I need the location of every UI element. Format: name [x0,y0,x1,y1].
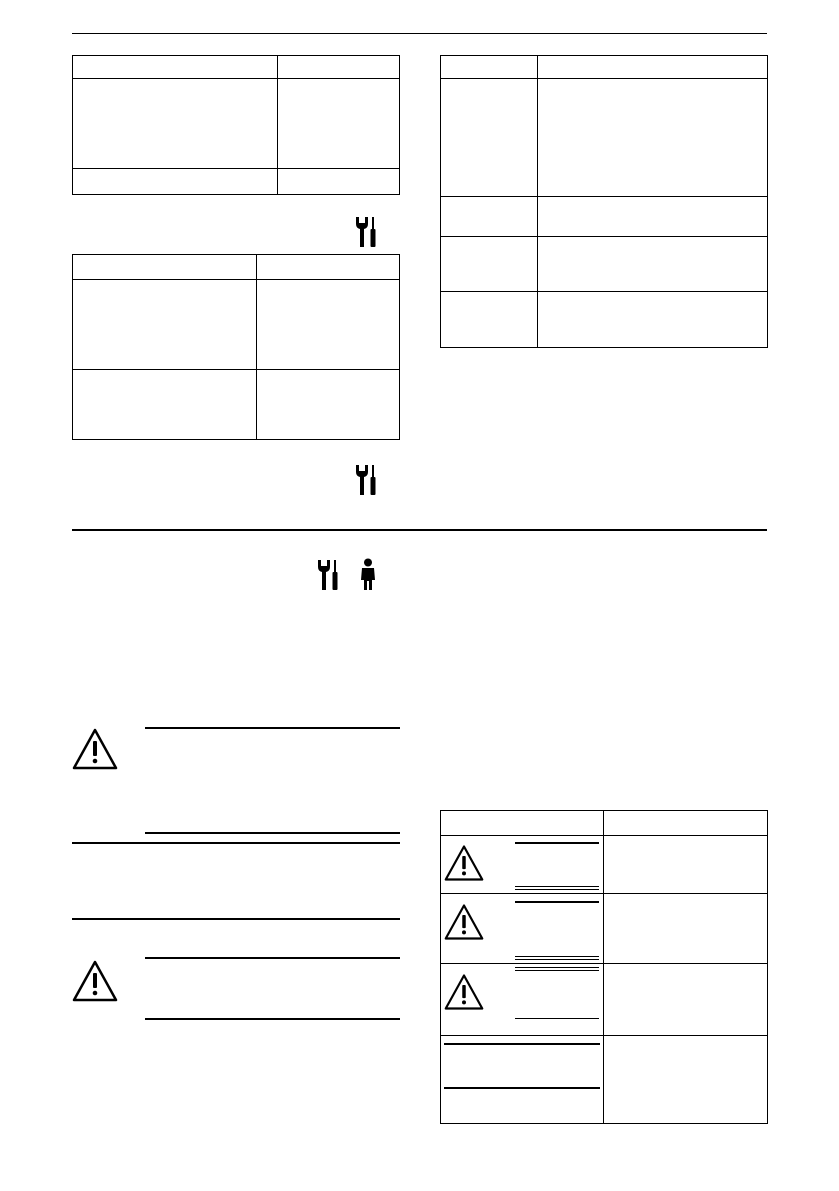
table-right-bottom-col-divider [603,810,604,1124]
symbol-rule [515,967,599,968]
symbol-rule [515,970,599,971]
table-left-top-col-divider [277,55,278,195]
table-left-top-row-divider [72,78,400,79]
warning-icon [444,903,484,941]
table-left-top-frame [72,55,400,195]
table-right-bottom-row-divider [440,963,768,964]
table-right-top-row-divider [440,78,768,79]
warning-rule-top [145,727,400,729]
table-left-middle-row-divider [72,369,400,370]
section-rule [72,529,767,531]
warning-icon [444,844,484,882]
warning-icon [444,973,484,1011]
table-left-middle-frame [72,254,400,440]
warning-rule-bottom [145,1018,400,1020]
table-left-middle-col-divider [256,254,257,440]
table-right-bottom-row-divider [440,835,768,836]
top-rule [72,33,767,34]
symbol-rule [515,956,599,957]
table-right-top-row-divider [440,291,768,292]
tools-icon [354,215,378,249]
warning-icon [72,728,118,770]
person-icon [358,558,378,592]
table-left-top-row-divider [72,168,400,169]
symbol-rule [515,889,599,890]
warning-icon [72,960,118,1002]
symbol-rule [515,842,599,844]
tools-icon [316,558,340,592]
symbol-rule [444,1087,600,1089]
table-right-top-row-divider [440,196,768,197]
symbol-rule [515,886,599,887]
table-left-middle-row-divider [72,279,400,280]
note-rule-bottom [72,918,400,920]
table-right-bottom-frame [440,810,768,1124]
table-right-bottom-row-divider [440,1035,768,1036]
table-right-top-row-divider [440,236,768,237]
table-right-top-frame [440,55,768,348]
note-rule-top [72,842,400,844]
symbol-rule [515,1018,599,1019]
symbol-rule [515,959,599,960]
symbol-rule [444,1043,600,1045]
warning-rule-top [145,957,400,959]
warning-rule-bottom [145,832,400,834]
table-right-top-col-divider [537,55,538,348]
tools-icon [354,463,378,497]
table-right-bottom-row-divider [440,893,768,894]
symbol-rule [515,901,599,903]
